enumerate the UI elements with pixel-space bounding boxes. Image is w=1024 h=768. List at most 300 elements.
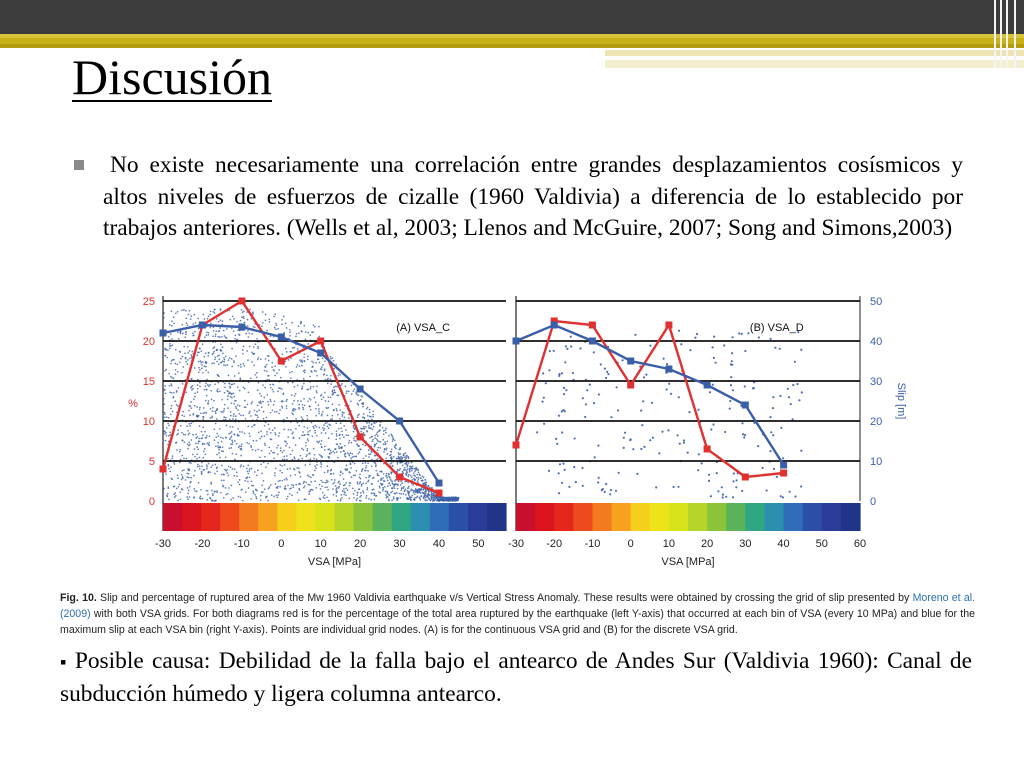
grid-node-point bbox=[205, 382, 207, 384]
grid-node-point bbox=[365, 426, 367, 428]
grid-node-point bbox=[275, 323, 277, 325]
grid-node-point bbox=[226, 337, 228, 339]
grid-node-point bbox=[330, 473, 332, 475]
grid-node-point bbox=[327, 396, 329, 398]
bullet-text-2-content: Posible causa: Debilidad de la falla bajo el antearco de Andes Sur (Valdivia 1960): Canal de subducción húmedo y ligera columna antearco. bbox=[60, 648, 972, 707]
grid-node-point bbox=[271, 362, 273, 364]
grid-node-point bbox=[356, 498, 358, 500]
red-series-point bbox=[317, 338, 324, 345]
grid-node-point bbox=[196, 458, 198, 460]
grid-node-point bbox=[392, 465, 394, 467]
grid-node-point bbox=[723, 344, 725, 346]
grid-node-point bbox=[268, 486, 270, 488]
grid-node-point bbox=[232, 468, 234, 470]
grid-node-point bbox=[418, 479, 420, 481]
grid-node-point bbox=[666, 363, 668, 365]
caption-reference-link[interactable]: Moreno et al. (2009) bbox=[60, 592, 976, 620]
x-tick-label: -20 bbox=[194, 538, 211, 550]
grid-node-point bbox=[283, 429, 285, 431]
grid-node-point bbox=[616, 386, 618, 388]
grid-node-point bbox=[431, 487, 433, 489]
grid-node-point bbox=[732, 480, 734, 482]
grid-node-point bbox=[247, 319, 249, 321]
grid-node-point bbox=[316, 392, 318, 394]
blue-series-point bbox=[551, 322, 558, 329]
red-series-point bbox=[780, 470, 787, 477]
grid-node-point bbox=[235, 355, 237, 357]
grid-node-point bbox=[345, 468, 347, 470]
grid-node-point bbox=[251, 426, 253, 428]
grid-node-point bbox=[174, 400, 176, 402]
header-accent-line-2 bbox=[605, 56, 950, 58]
grid-node-point bbox=[330, 419, 332, 421]
grid-node-point bbox=[345, 429, 347, 431]
grid-node-point bbox=[360, 478, 362, 480]
grid-node-point bbox=[409, 470, 411, 472]
grid-node-point bbox=[640, 410, 642, 412]
grid-node-point bbox=[363, 426, 365, 428]
grid-node-point bbox=[234, 335, 236, 337]
grid-node-point bbox=[391, 482, 393, 484]
grid-node-point bbox=[361, 428, 363, 430]
grid-node-point bbox=[398, 481, 400, 483]
grid-node-point bbox=[403, 456, 405, 458]
grid-node-point bbox=[210, 466, 212, 468]
grid-node-point bbox=[400, 493, 402, 495]
grid-node-point bbox=[295, 484, 297, 486]
grid-node-point bbox=[193, 496, 195, 498]
grid-node-point bbox=[273, 452, 275, 454]
grid-node-point bbox=[404, 481, 406, 483]
grid-node-point bbox=[298, 404, 300, 406]
grid-node-point bbox=[326, 496, 328, 498]
grid-node-point bbox=[575, 481, 577, 483]
grid-node-point bbox=[196, 414, 198, 416]
grid-node-point bbox=[457, 497, 459, 499]
grid-node-point bbox=[241, 446, 243, 448]
grid-node-point bbox=[423, 492, 425, 494]
grid-node-point bbox=[353, 437, 355, 439]
blue-series-point bbox=[704, 382, 711, 389]
grid-node-point bbox=[348, 454, 350, 456]
grid-node-point bbox=[414, 497, 416, 499]
vsa-colour-band-cell bbox=[612, 503, 632, 531]
grid-node-point bbox=[190, 407, 192, 409]
grid-node-point bbox=[666, 388, 668, 390]
grid-node-point bbox=[368, 476, 370, 478]
grid-node-point bbox=[165, 440, 167, 442]
grid-node-point bbox=[433, 498, 435, 500]
grid-node-point bbox=[177, 405, 179, 407]
grid-node-point bbox=[232, 392, 234, 394]
grid-node-point bbox=[181, 474, 183, 476]
grid-node-point bbox=[302, 449, 304, 451]
grid-node-point bbox=[593, 402, 595, 404]
grid-node-point bbox=[344, 484, 346, 486]
grid-node-point bbox=[300, 400, 302, 402]
grid-node-point bbox=[561, 410, 563, 412]
grid-node-point bbox=[382, 488, 384, 490]
grid-node-point bbox=[194, 367, 196, 369]
grid-node-point bbox=[399, 469, 401, 471]
grid-node-point bbox=[303, 360, 305, 362]
grid-node-point bbox=[232, 497, 234, 499]
grid-node-point bbox=[274, 375, 276, 377]
grid-node-point bbox=[398, 453, 400, 455]
grid-node-point bbox=[260, 499, 262, 501]
grid-node-point bbox=[772, 407, 774, 409]
blue-series-point bbox=[627, 358, 634, 365]
grid-node-point bbox=[235, 419, 237, 421]
grid-node-point bbox=[293, 456, 295, 458]
grid-node-point bbox=[260, 430, 262, 432]
grid-node-point bbox=[564, 469, 566, 471]
grid-node-point bbox=[197, 416, 199, 418]
grid-node-point bbox=[335, 488, 337, 490]
grid-node-point bbox=[333, 368, 335, 370]
grid-node-point bbox=[351, 476, 353, 478]
grid-node-point bbox=[361, 485, 363, 487]
grid-node-point bbox=[788, 396, 790, 398]
grid-node-point bbox=[197, 443, 199, 445]
grid-node-point bbox=[173, 396, 175, 398]
grid-node-point bbox=[217, 382, 219, 384]
grid-node-point bbox=[252, 311, 254, 313]
grid-node-point bbox=[238, 446, 240, 448]
grid-node-point bbox=[716, 472, 718, 474]
grid-node-point bbox=[374, 435, 376, 437]
grid-node-point bbox=[168, 499, 170, 501]
grid-node-point bbox=[278, 480, 280, 482]
grid-node-point bbox=[329, 453, 331, 455]
grid-node-point bbox=[190, 423, 192, 425]
grid-node-point bbox=[214, 312, 216, 314]
grid-node-point bbox=[360, 431, 362, 433]
grid-node-point bbox=[270, 438, 272, 440]
grid-node-point bbox=[392, 480, 394, 482]
grid-node-point bbox=[260, 395, 262, 397]
grid-node-point bbox=[392, 440, 394, 442]
grid-node-point bbox=[290, 454, 292, 456]
grid-node-point bbox=[376, 433, 378, 435]
grid-node-point bbox=[327, 415, 329, 417]
grid-node-point bbox=[188, 473, 190, 475]
grid-node-point bbox=[350, 452, 352, 454]
grid-node-point bbox=[687, 452, 689, 454]
grid-node-point bbox=[357, 453, 359, 455]
grid-node-point bbox=[212, 494, 214, 496]
grid-node-point bbox=[257, 470, 259, 472]
grid-node-point bbox=[387, 485, 389, 487]
grid-node-point bbox=[744, 385, 746, 387]
grid-node-point bbox=[230, 396, 232, 398]
grid-node-point bbox=[240, 496, 242, 498]
grid-node-point bbox=[253, 346, 255, 348]
grid-node-point bbox=[240, 464, 242, 466]
grid-node-point bbox=[780, 427, 782, 429]
grid-node-point bbox=[708, 474, 710, 476]
grid-node-point bbox=[661, 431, 663, 433]
grid-node-point bbox=[410, 499, 412, 501]
grid-node-point bbox=[166, 435, 168, 437]
grid-node-point bbox=[200, 498, 202, 500]
grid-node-point bbox=[167, 458, 169, 460]
grid-node-point bbox=[320, 455, 322, 457]
grid-node-point bbox=[349, 472, 351, 474]
grid-node-point bbox=[355, 455, 357, 457]
grid-node-point bbox=[199, 468, 201, 470]
grid-node-point bbox=[219, 428, 221, 430]
grid-node-point bbox=[385, 449, 387, 451]
grid-node-point bbox=[303, 487, 305, 489]
grid-node-point bbox=[278, 369, 280, 371]
grid-node-point bbox=[397, 499, 399, 501]
grid-node-point bbox=[185, 333, 187, 335]
grid-node-point bbox=[328, 437, 330, 439]
grid-node-point bbox=[339, 443, 341, 445]
grid-node-point bbox=[202, 372, 204, 374]
grid-node-point bbox=[387, 496, 389, 498]
x-tick-label: 40 bbox=[777, 538, 790, 550]
grid-node-point bbox=[213, 351, 215, 353]
vsa-colour-band-cell bbox=[392, 503, 412, 531]
x-tick-label: 0 bbox=[627, 538, 634, 550]
grid-node-point bbox=[186, 458, 188, 460]
grid-node-point bbox=[349, 485, 351, 487]
grid-node-point bbox=[333, 387, 335, 389]
vsa-colour-band-cell bbox=[631, 503, 651, 531]
grid-node-point bbox=[286, 351, 288, 353]
grid-node-point bbox=[399, 493, 401, 495]
grid-node-point bbox=[345, 385, 347, 387]
grid-node-point bbox=[266, 364, 268, 366]
grid-node-point bbox=[278, 413, 280, 415]
grid-node-point bbox=[385, 432, 387, 434]
grid-node-point bbox=[345, 494, 347, 496]
grid-node-point bbox=[380, 441, 382, 443]
grid-node-point bbox=[388, 500, 390, 502]
grid-node-point bbox=[417, 469, 419, 471]
grid-node-point bbox=[713, 336, 715, 338]
grid-node-point bbox=[286, 455, 288, 457]
grid-node-point bbox=[176, 488, 178, 490]
grid-node-point bbox=[241, 309, 243, 311]
grid-node-point bbox=[212, 407, 214, 409]
x-tick-label: 50 bbox=[472, 538, 485, 550]
grid-node-point bbox=[332, 415, 334, 417]
grid-node-point bbox=[188, 470, 190, 472]
grid-node-point bbox=[260, 402, 262, 404]
grid-node-point bbox=[179, 462, 181, 464]
grid-node-point bbox=[404, 490, 406, 492]
grid-node-point bbox=[384, 480, 386, 482]
grid-node-point bbox=[283, 393, 285, 395]
grid-node-point bbox=[218, 449, 220, 451]
grid-node-point bbox=[187, 430, 189, 432]
grid-node-point bbox=[203, 407, 205, 409]
grid-node-point bbox=[294, 474, 296, 476]
grid-node-point bbox=[733, 472, 735, 474]
grid-node-point bbox=[553, 350, 555, 352]
grid-node-point bbox=[314, 424, 316, 426]
grid-node-point bbox=[276, 324, 278, 326]
grid-node-point bbox=[332, 483, 334, 485]
grid-node-point bbox=[200, 496, 202, 498]
grid-node-point bbox=[222, 360, 224, 362]
grid-node-point bbox=[375, 495, 377, 497]
grid-node-point bbox=[710, 428, 712, 430]
y-left-tick-label: 25 bbox=[142, 296, 155, 308]
grid-node-point bbox=[312, 474, 314, 476]
grid-node-point bbox=[186, 322, 188, 324]
grid-node-point bbox=[391, 449, 393, 451]
grid-node-point bbox=[277, 494, 279, 496]
grid-node-point bbox=[373, 488, 375, 490]
grid-node-point bbox=[328, 448, 330, 450]
grid-node-point bbox=[275, 328, 277, 330]
grid-node-point bbox=[292, 382, 294, 384]
grid-node-point bbox=[189, 462, 191, 464]
grid-node-point bbox=[237, 481, 239, 483]
grid-node-point bbox=[163, 312, 165, 314]
grid-node-point bbox=[370, 427, 372, 429]
grid-node-point bbox=[237, 428, 239, 430]
grid-node-point bbox=[288, 429, 290, 431]
grid-node-point bbox=[335, 490, 337, 492]
grid-node-point bbox=[352, 488, 354, 490]
grid-node-point bbox=[425, 491, 427, 493]
grid-node-point bbox=[376, 438, 378, 440]
grid-node-point bbox=[249, 308, 251, 310]
caption-text-a: Slip and percentage of ruptured area of the Mw 1960 Valdivia earthquake v/s Vertical Stress Anomaly. These results were obtained by crossing the grid of slip presented by bbox=[96, 592, 913, 604]
grid-node-point bbox=[174, 363, 176, 365]
grid-node-point bbox=[222, 353, 224, 355]
grid-node-point bbox=[416, 477, 418, 479]
grid-node-point bbox=[305, 331, 307, 333]
grid-node-point bbox=[190, 318, 192, 320]
grid-node-point bbox=[379, 447, 381, 449]
grid-node-point bbox=[350, 422, 352, 424]
grid-node-point bbox=[223, 416, 225, 418]
grid-node-point bbox=[202, 416, 204, 418]
grid-node-point bbox=[331, 433, 333, 435]
grid-node-point bbox=[224, 404, 226, 406]
grid-node-point bbox=[236, 321, 238, 323]
grid-node-point bbox=[164, 417, 166, 419]
grid-node-point bbox=[417, 491, 419, 493]
grid-node-point bbox=[309, 376, 311, 378]
grid-node-point bbox=[167, 464, 169, 466]
grid-node-point bbox=[412, 484, 414, 486]
grid-node-point bbox=[336, 430, 338, 432]
grid-node-point bbox=[193, 334, 195, 336]
grid-node-point bbox=[564, 361, 566, 363]
grid-node-point bbox=[202, 498, 204, 500]
grid-node-point bbox=[401, 482, 403, 484]
grid-node-point bbox=[237, 409, 239, 411]
x-tick-label: 10 bbox=[314, 538, 327, 550]
grid-node-point bbox=[197, 318, 199, 320]
grid-node-point bbox=[738, 332, 740, 334]
grid-node-point bbox=[264, 444, 266, 446]
grid-node-point bbox=[273, 370, 275, 372]
grid-node-point bbox=[400, 484, 402, 486]
grid-node-point bbox=[184, 336, 186, 338]
grid-node-point bbox=[333, 360, 335, 362]
grid-node-point bbox=[333, 410, 335, 412]
gold-band-light-line bbox=[0, 34, 1024, 38]
grid-node-point bbox=[311, 422, 313, 424]
grid-node-point bbox=[229, 418, 231, 420]
grid-node-point bbox=[374, 446, 376, 448]
grid-node-point bbox=[216, 361, 218, 363]
grid-node-point bbox=[201, 462, 203, 464]
grid-node-point bbox=[285, 400, 287, 402]
grid-node-point bbox=[391, 499, 393, 501]
grid-node-point bbox=[348, 417, 350, 419]
grid-node-point bbox=[315, 371, 317, 373]
grid-node-point bbox=[667, 429, 669, 431]
grid-node-point bbox=[701, 462, 703, 464]
grid-node-point bbox=[341, 383, 343, 385]
grid-node-point bbox=[203, 356, 205, 358]
grid-node-point bbox=[170, 466, 172, 468]
grid-node-point bbox=[677, 434, 679, 436]
grid-node-point bbox=[388, 473, 390, 475]
grid-node-point bbox=[285, 348, 287, 350]
grid-node-point bbox=[178, 486, 180, 488]
grid-node-point bbox=[304, 485, 306, 487]
grid-node-point bbox=[338, 486, 340, 488]
grid-node-point bbox=[181, 309, 183, 311]
grid-node-point bbox=[391, 490, 393, 492]
grid-node-point bbox=[211, 416, 213, 418]
blue-series-point bbox=[317, 350, 324, 357]
grid-node-point bbox=[248, 487, 250, 489]
grid-node-point bbox=[298, 488, 300, 490]
grid-node-point bbox=[373, 426, 375, 428]
grid-node-point bbox=[397, 463, 399, 465]
grid-node-point bbox=[197, 391, 199, 393]
grid-node-point bbox=[559, 463, 561, 465]
grid-node-point bbox=[172, 411, 174, 413]
grid-node-point bbox=[398, 457, 400, 459]
grid-node-point bbox=[372, 411, 374, 413]
grid-node-point bbox=[301, 435, 303, 437]
grid-node-point bbox=[247, 330, 249, 332]
grid-node-point bbox=[789, 491, 791, 493]
grid-node-point bbox=[359, 448, 361, 450]
grid-node-point bbox=[190, 439, 192, 441]
grid-node-point bbox=[367, 487, 369, 489]
grid-node-point bbox=[164, 413, 166, 415]
grid-node-point bbox=[395, 484, 397, 486]
grid-node-point bbox=[259, 456, 261, 458]
grid-node-point bbox=[353, 493, 355, 495]
grid-node-point bbox=[207, 372, 209, 374]
grid-node-point bbox=[185, 310, 187, 312]
grid-node-point bbox=[345, 482, 347, 484]
grid-node-point bbox=[334, 386, 336, 388]
grid-node-point bbox=[275, 467, 277, 469]
grid-node-point bbox=[220, 319, 222, 321]
grid-node-point bbox=[388, 483, 390, 485]
grid-node-point bbox=[287, 468, 289, 470]
grid-node-point bbox=[266, 417, 268, 419]
red-series-point bbox=[665, 322, 672, 329]
grid-node-point bbox=[225, 456, 227, 458]
grid-node-point bbox=[264, 370, 266, 372]
